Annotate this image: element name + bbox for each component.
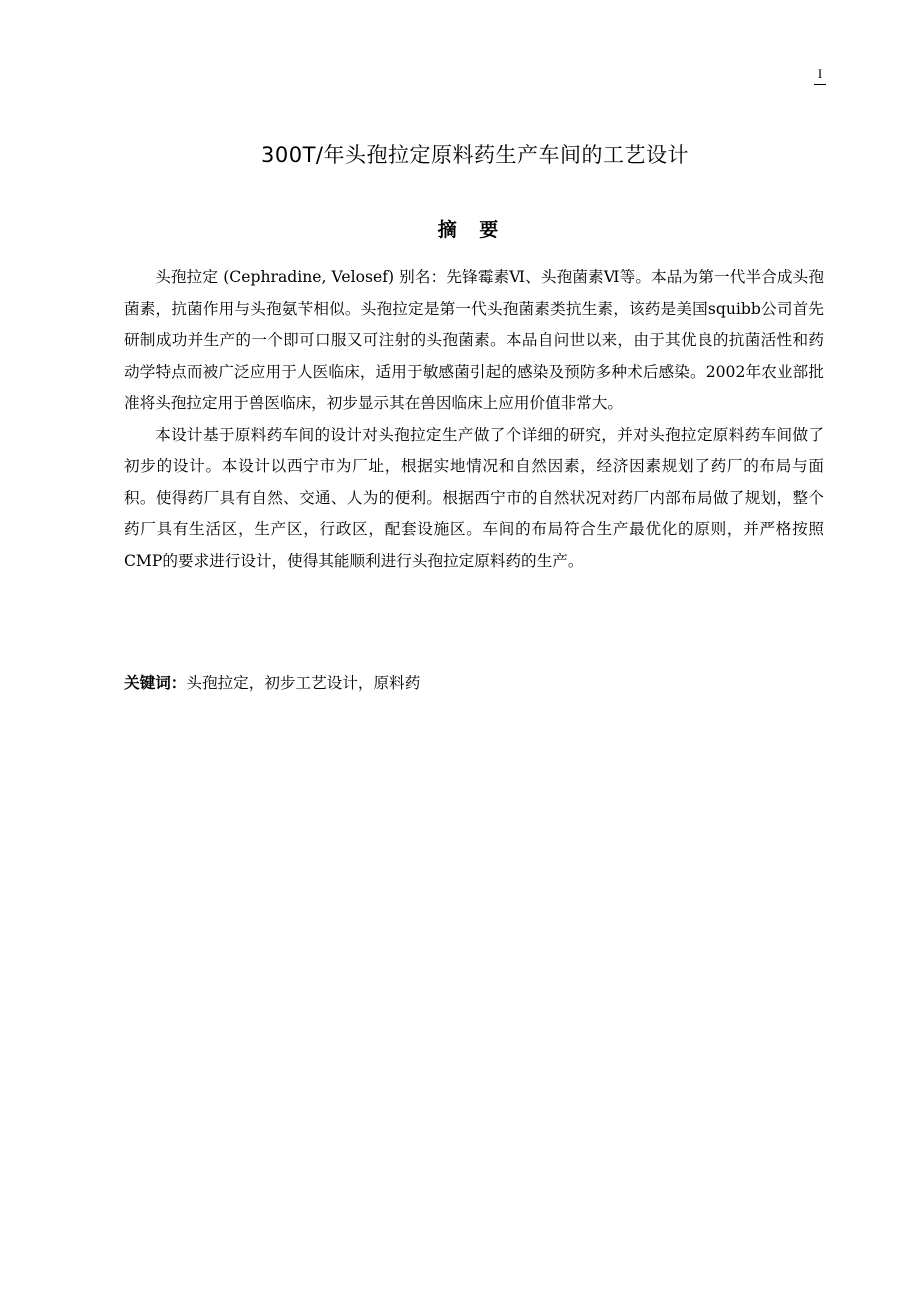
abstract-paragraph-1: 头孢拉定 (Cephradine, Velosef) 别名：先锋霉素Ⅵ、头孢菌素Ⅵ等。本品为第一代半合成头孢菌素，抗菌作用与头孢氨苄相似。头孢拉定是第一代头孢菌素类抗生素，该药是美国squibb公司首先研制成功并生产的一个即可口服又可注射的头孢菌素。本品自问世以来，由于其优良的抗菌活性和药动学特点而被广泛应用于人医临床，适用于敏感菌引起的感染及预防多种术后感染。2002年农业部批准将头孢拉定用于兽医临床，初步显示其在兽因临床上应用价值非常大。 [124,268,824,412]
abstract-heading: 摘 要 [437,219,507,241]
abstract-paragraph-2: 本设计基于原料药车间的设计对头孢拉定生产做了个详细的研究，并对头孢拉定原料药车间做了初步的设计。本设计以西宁市为厂址，根据实地情况和自然因素，经济因素规划了药厂的布局与面积。使得药厂具有自然、交通、人为的便利。根据西宁市的自然状况对药厂内部布局做了规划，整个药厂具有生活区，生产区，行政区，配套设施区。车间的布局符合生产最优化的原则，并严格按照CMP的要求进行设计，使得其能顺利进行头孢拉定原料药的生产。 [124,425,824,570]
keywords-line [124,667,824,699]
keywords-label: 关键词： [124,674,187,692]
page-number: I [817,66,823,81]
keywords-text: 头孢拉定，初步工艺设计，原料药 [186,674,421,692]
abstract-body [124,262,824,577]
document-title: 300T/年头孢拉定原料药生产车间的工艺设计 [261,143,689,167]
page-number-underline [814,84,826,85]
